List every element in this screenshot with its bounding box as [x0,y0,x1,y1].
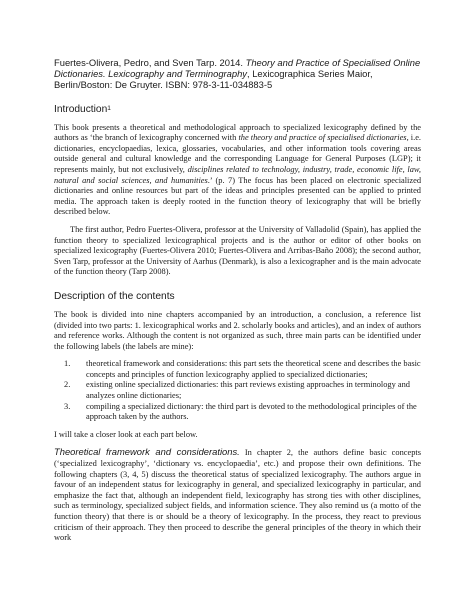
parts-list [54,359,421,423]
document-page [54,57,421,544]
list-item: 1. theoretical framework and considerations: this part sets the theoretical scene and describes the basic concepts and principles of function lexicography applied to specialized dictionaries; [64,359,421,379]
citation-series-publisher: , Lexicographica Series Maior, Berlin/Boston: De Gruyter. ISBN: 978-3-11-034883-5 [54,68,373,91]
intro-paragraph-2: The first author, Pedro Fuertes-Olivera, professor at the University of Valladolid (Spain), has applied the function theory to specialized lexicographical projects and is the author or editor of other books on specialized lexicography (Fuertes-Olivera 2010; Fuertes-Olivera and Arribas-Baño 2008); the second author, Sven Tarp, professor at the University of Aarhus (Denmark), is also a lexicographer and is the main advocate of the function theory (Tarp 2008). [54,224,421,277]
contents-paragraph: The book is divided into nine chapters accompanied by an introduction, a conclusion, a reference list (divided into two parts: 1. lexicographical works and 2. scholarly books and articles), and an index of authors and reference works. Although the content is not organized as such, three main parts can be identified under the following labels (the labels are mine): [54,309,421,351]
list-item: 3. compiling a specialized dictionary: the third part is devoted to the methodological principles of the approach taken by the authors. [64,401,417,422]
citation-authors-year: Fuertes-Olivera, Pedro, and Sven Tarp. 2014. [54,57,243,68]
theoretical-framework-paragraph: Theoretical framework and considerations. In chapter 2, the authors define basic concepts (‘specialized lexicography’, ‘dictionary vs. encyclopaedia’, etc.) and propose their own definitions. The following chapters (3, 4, 5) discuss the theoretical status of specialized lexicography. The authors argue in favour of an independent status for lexicography in general, and specialized lexicography in particular, and emphasize the fact that, although an independent field, lexicography has strong ties with other disciplines, such as terminology, specialized subject fields, and information science. They also remind us (a motto of the function theory) that there is or should be a theory of lexicography. In the process, they react to previous criticism of their approach. They then proceed to describe the general principles of the theory in which their work [54,446,421,543]
closer-look-sentence: I will take a closer look at each part below. [54,429,198,439]
runin-heading: Theoretical framework and considerations. [54,446,240,458]
bibliographic-citation [54,57,421,91]
introduction-heading: Introduction$^1$ [54,103,111,115]
contents-heading: Description of the contents [54,290,175,302]
list-item: 2. existing online specialized dictionaries: this part reviews existing approaches in terminology and analyzes online dictionaries; [64,380,410,401]
intro-paragraph-1: This book presents a theoretical and methodological approach to specialized lexicography defined by the authors as ‘the branch of lexicography concerned with the theory and practice of specialised dictionaries, i.e. dictionaries, encyclopaedias, lexica, glossaries, vocabularies, and other information tools covering areas outside general and cultural knowledge and the corresponding Language for General Purposes (LGP); it represents mainly, but not exclusively, disciplines related to technology, industry, trade, economic life, law, natural and social sciences, and humanities.’ (p. 7) The focus has been placed on electronic specialized dictionaries and online resources but part of the ideas and principles presented can be applied to printed media. The approach taken is deeply rooted in the function theory of lexicography that will be briefly described below. [54,122,422,217]
citation-book-title: Theory and Practice of Specialised Online Dictionaries. Lexicography and Terminography [54,57,421,80]
footnote-marker[interactable]: 1 [107,104,111,112]
